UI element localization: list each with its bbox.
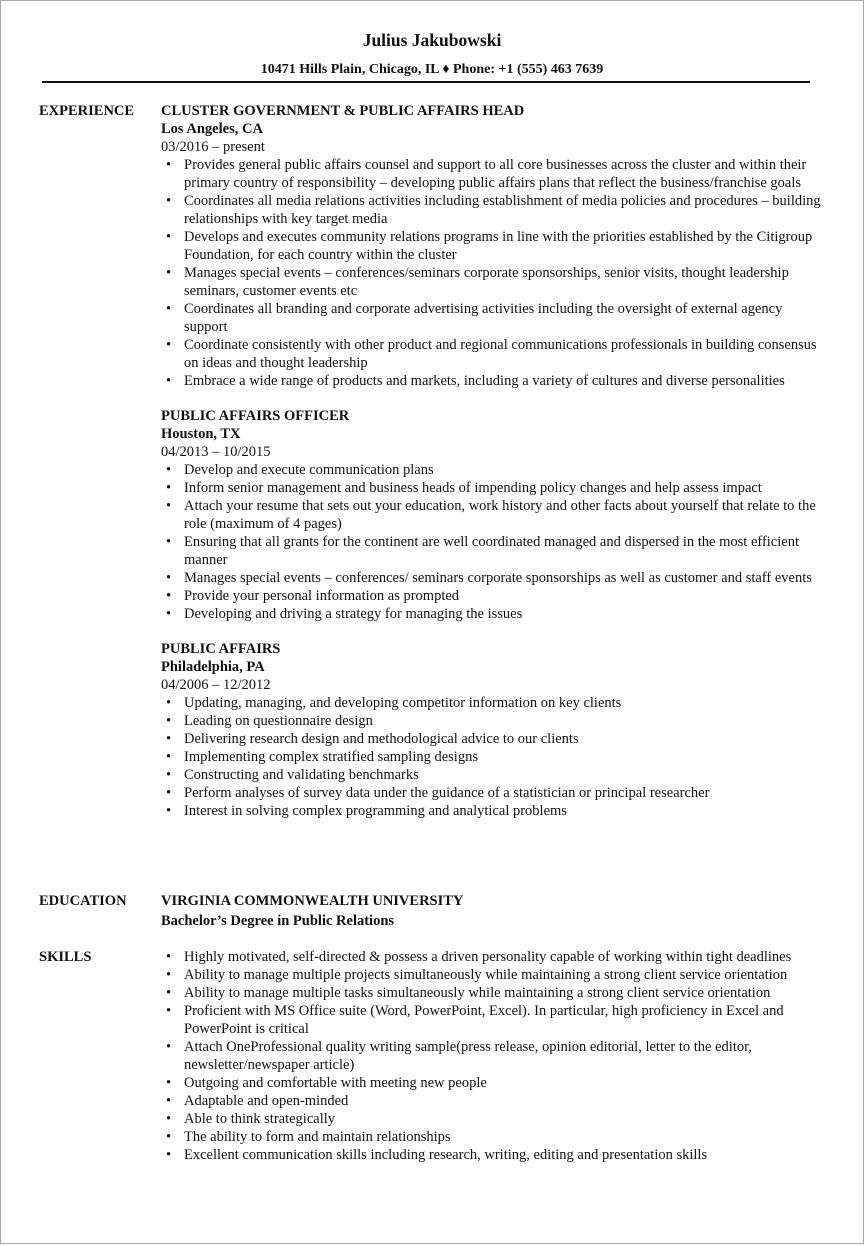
job-duties bbox=[161, 461, 821, 623]
education-details bbox=[161, 892, 821, 930]
job-duties bbox=[161, 694, 821, 820]
job-entry bbox=[161, 407, 821, 623]
duty-item: • Provides general public affairs counsel and support to all core businesses across the cluster and within their primary country of responsibility – developing public affairs plans that reflect the business/franchise goals bbox=[161, 156, 821, 192]
contact-line: 10471 Hills Plain, Chicago, IL ♦ Phone: +1 (555) 463 7639 bbox=[260, 62, 604, 77]
skill-item: • Ability to manage multiple tasks simultaneously while maintaining a strong client service orientation bbox=[161, 984, 821, 1002]
duty-item: • Ensuring that all grants for the continent are well coordinated managed and dispersed in the most efficient manner bbox=[161, 533, 821, 569]
duty-item: • Interest in solving complex programming and analytical problems bbox=[161, 802, 821, 820]
skill-item: • Proficient with MS Office suite (Word, PowerPoint, Excel). In particular, high proficiency in Excel and PowerPoint is critical bbox=[161, 1002, 821, 1038]
header-divider bbox=[42, 81, 810, 83]
duty-item: • Perform analyses of survey data under the guidance of a statistician or principal researcher bbox=[161, 784, 821, 802]
skill-item: • Highly motivated, self-directed & possess a driven personality capable of working within tight deadlines bbox=[161, 948, 821, 966]
candidate-name: Julius Jakubowski bbox=[362, 30, 502, 50]
education-heading: EDUCATION bbox=[39, 893, 127, 909]
skills-heading: SKILLS bbox=[39, 949, 92, 965]
skill-item: • Adaptable and open-minded bbox=[161, 1092, 821, 1110]
experience-heading: EXPERIENCE bbox=[39, 103, 135, 119]
job-location: Philadelphia, PA bbox=[161, 659, 265, 675]
skill-item: • The ability to form and maintain relationships bbox=[161, 1128, 821, 1146]
job-title: PUBLIC AFFAIRS OFFICER bbox=[161, 408, 350, 424]
duty-item: • Develops and executes community relations programs in line with the priorities established by the Citigroup Foundation, for each country within the cluster bbox=[161, 228, 821, 264]
job-duties bbox=[161, 156, 821, 390]
duty-item: • Coordinates all media relations activities including establishment of media policies and procedures – building relationships with key target media bbox=[161, 192, 821, 228]
skill-item: • Ability to manage multiple projects simultaneously while maintaining a strong client service orientation bbox=[161, 966, 821, 984]
duty-item: • Manages special events – conferences/seminars corporate sponsorships, senior visits, thought leadership seminars, customer events etc bbox=[161, 264, 821, 300]
skills-details bbox=[161, 948, 821, 1164]
skill-item: • Able to think strategically bbox=[161, 1110, 821, 1128]
duty-item: • Delivering research design and methodological advice to our clients bbox=[161, 730, 821, 748]
skill-item: • Excellent communication skills including research, writing, editing and presentation skills bbox=[161, 1146, 821, 1164]
job-dates: 04/2013 – 10/2015 bbox=[161, 444, 271, 460]
duty-item: • Manages special events – conferences/ seminars corporate sponsorships as well as customer and staff events bbox=[161, 569, 821, 587]
skill-item: • Attach OneProfessional quality writing sample(press release, opinion editorial, letter to the editor, newsletter/newspaper article) bbox=[161, 1038, 821, 1074]
job-dates: 03/2016 – present bbox=[161, 139, 265, 155]
duty-item: • Constructing and validating benchmarks bbox=[161, 766, 821, 784]
skills-list bbox=[161, 948, 821, 1164]
duty-item: • Embrace a wide range of products and markets, including a variety of cultures and diverse personalities bbox=[161, 372, 821, 390]
duty-item: • Implementing complex stratified sampling designs bbox=[161, 748, 821, 766]
school-name: VIRGINIA COMMONWEALTH UNIVERSITY bbox=[161, 893, 464, 909]
job-location: Los Angeles, CA bbox=[161, 121, 263, 137]
duty-item: • Updating, managing, and developing competitor information on key clients bbox=[161, 694, 821, 712]
job-entry bbox=[161, 102, 821, 390]
job-dates: 04/2006 – 12/2012 bbox=[161, 677, 271, 693]
duty-item: • Developing and driving a strategy for managing the issues bbox=[161, 605, 821, 623]
job-title: PUBLIC AFFAIRS bbox=[161, 641, 281, 657]
job-entry bbox=[161, 640, 821, 820]
duty-item: • Develop and execute communication plans bbox=[161, 461, 821, 479]
duty-item: • Coordinate consistently with other product and regional communications professionals in building consensus on ideas and thought leadership bbox=[161, 336, 821, 372]
duty-item: • Attach your resume that sets out your education, work history and other facts about yourself that relate to the role (maximum of 4 pages) bbox=[161, 497, 821, 533]
duty-item: • Provide your personal information as prompted bbox=[161, 587, 821, 605]
duty-item: • Inform senior management and business heads of impending policy changes and help assess impact bbox=[161, 479, 821, 497]
skill-item: • Outgoing and comfortable with meeting new people bbox=[161, 1074, 821, 1092]
duty-item: • Coordinates all branding and corporate advertising activities including the oversight of external agency support bbox=[161, 300, 821, 336]
job-title: CLUSTER GOVERNMENT & PUBLIC AFFAIRS HEAD bbox=[161, 103, 525, 119]
degree-name: Bachelor’s Degree in Public Relations bbox=[161, 913, 395, 929]
duty-item: • Leading on questionnaire design bbox=[161, 712, 821, 730]
job-location: Houston, TX bbox=[161, 426, 241, 442]
experience-list bbox=[161, 102, 821, 837]
